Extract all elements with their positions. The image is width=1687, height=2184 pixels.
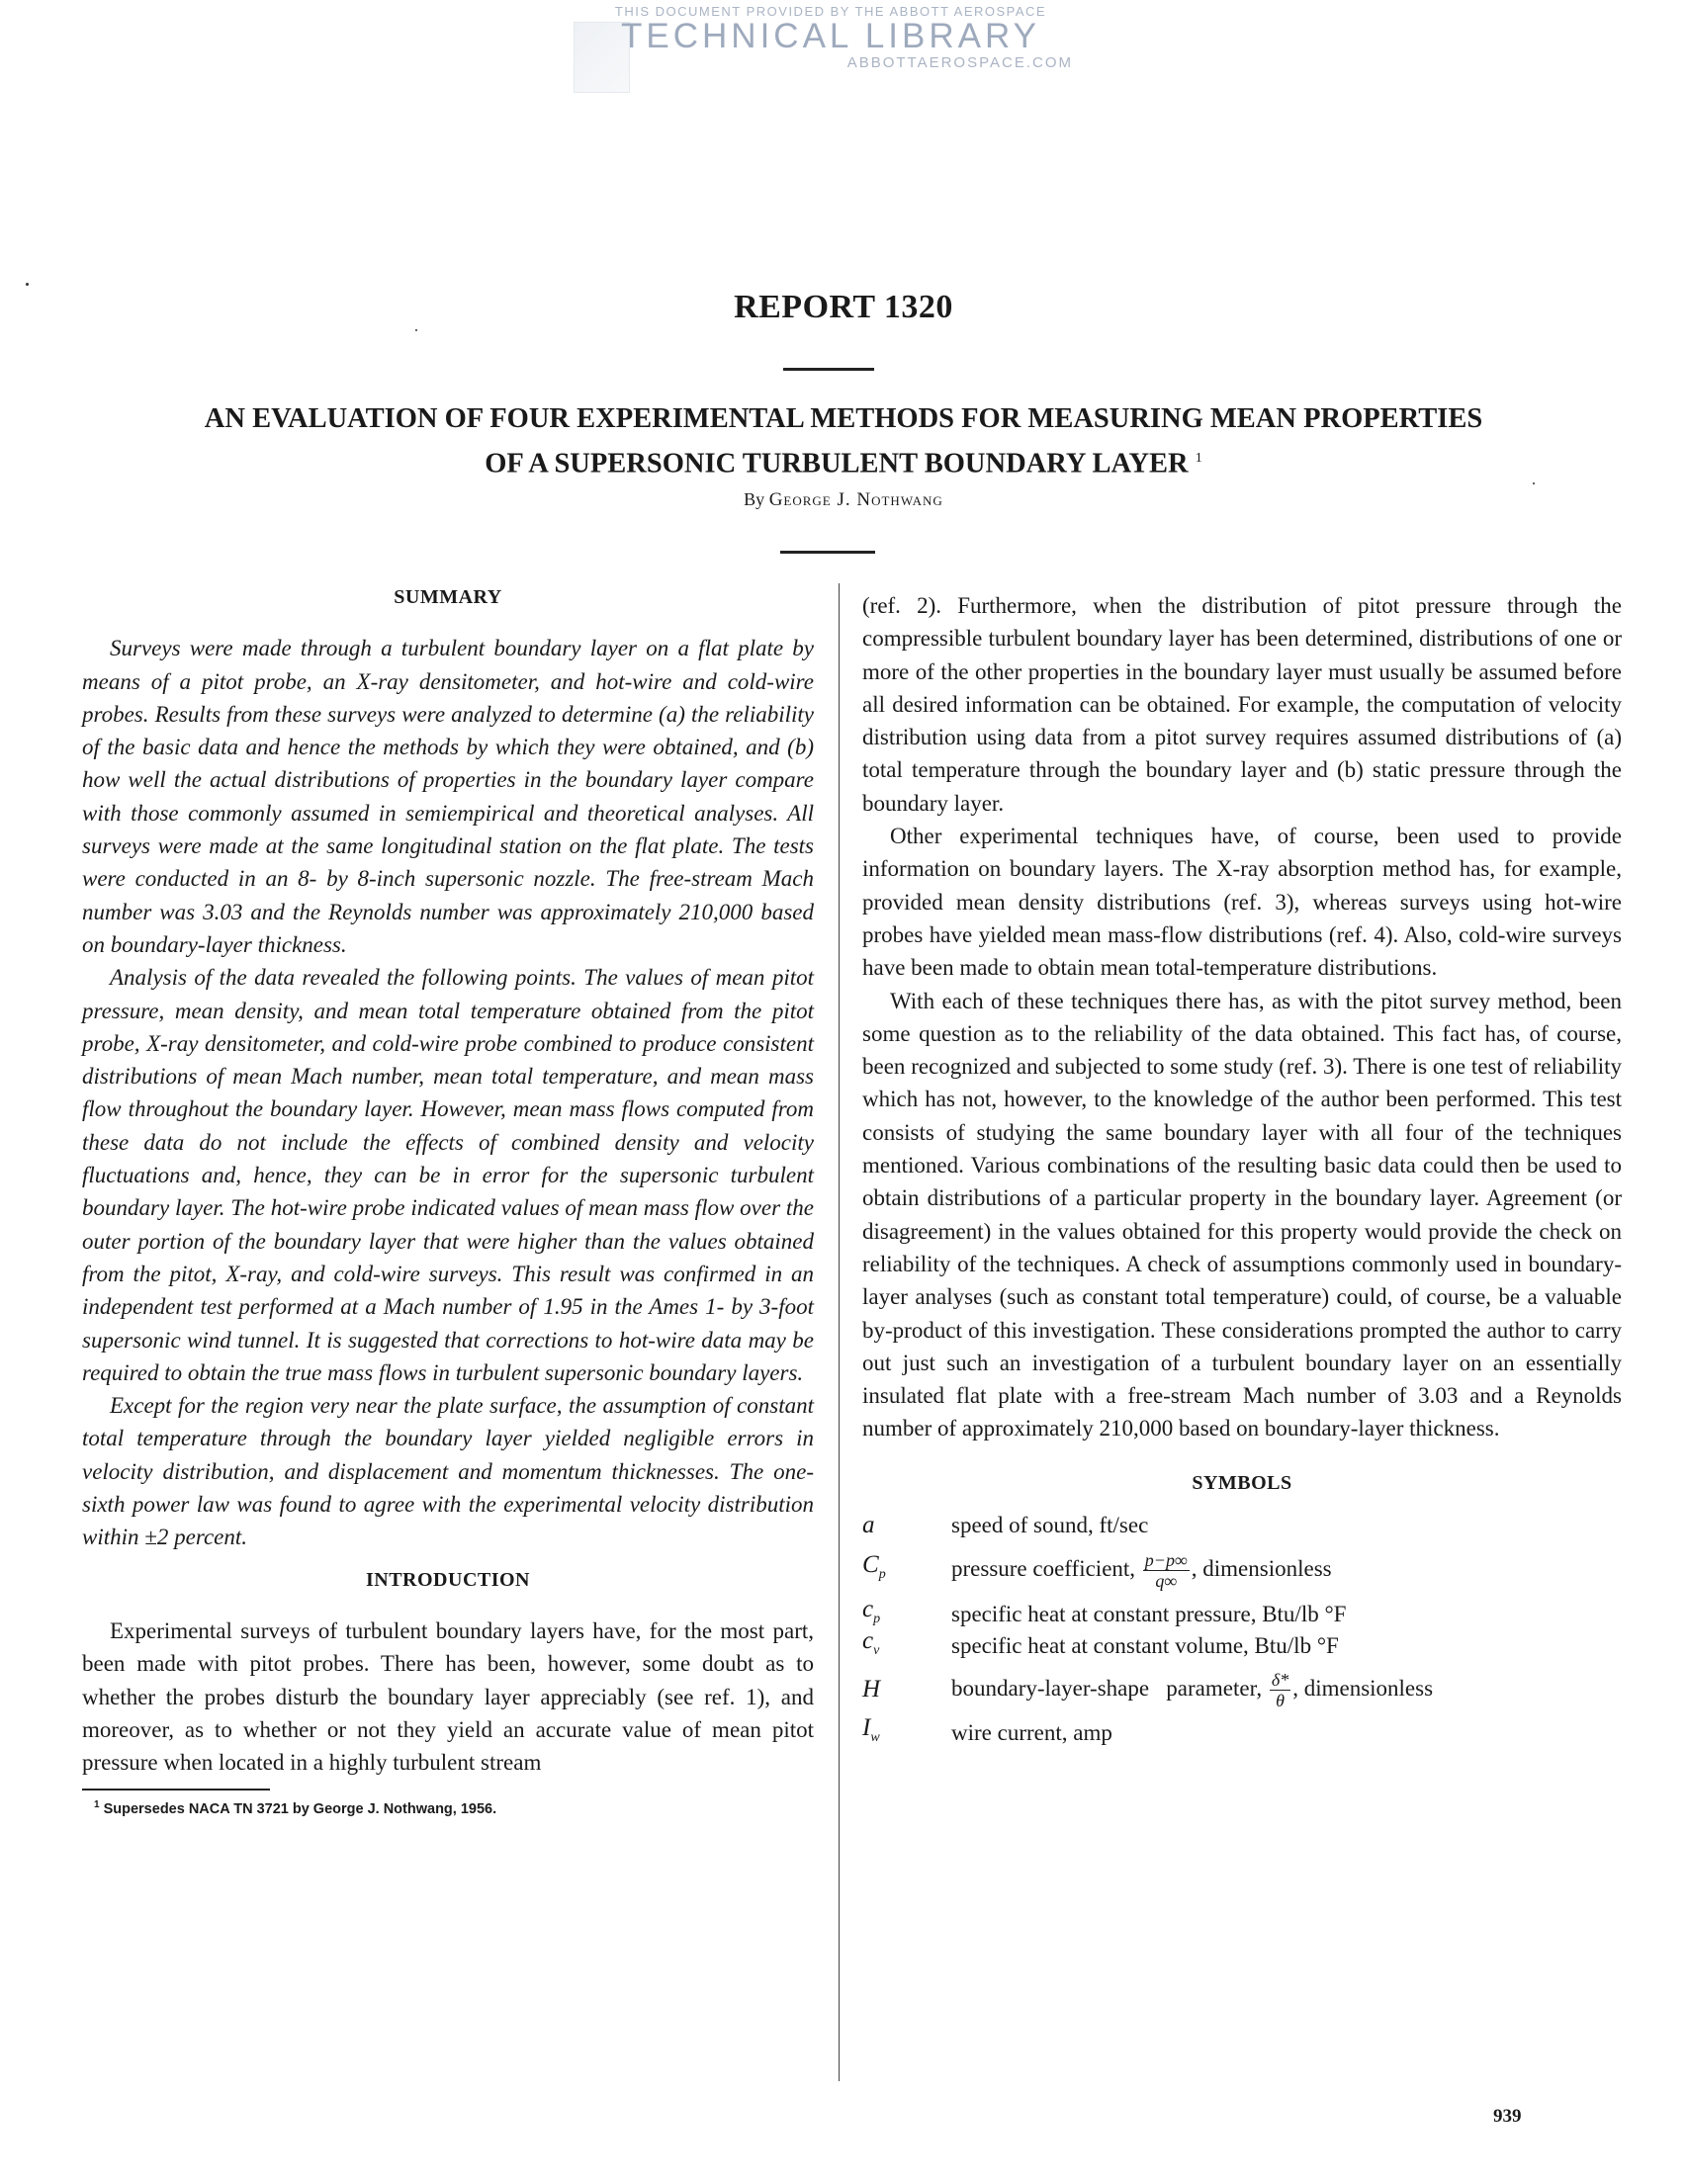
title-rule-top (783, 368, 874, 371)
symbols-list (862, 1510, 1622, 1749)
introduction-paragraph: With each of these techniques there has, as with the pitot survey method, been some question as to the reliability of the data obtained. This fact has, of course, been recognized and subjected to some study (ref. 3). There is one test of reliability which has not, however, to the knowledge of the author been performed. This test consists of studying the same boundary layer with all four of the techniques mentioned. Various combinations of the resulting basic data could then be used to obtain distributions of a particular property in the boundary layer. Agreement (or disagreement) in the values obtained for this property would provide the check on reliability of the techniques. A check of assumptions commonly used in boundary-layer analyses (such as constant total temperature) could, of course, be a valuable by-product of this investigation. These considerations prompted the author to carry out just such an investigation of a turbulent boundary layer on an essentially insulated flat plate with a free-stream Mach number of 3.03 and a Reynolds number of approximately 210,000 based on boundary-layer thickness. (862, 988, 1622, 1441)
page-number: 939 (1493, 2106, 1522, 2127)
fraction: $\frac{p-p\infty}{q\infty}$ (1144, 1549, 1188, 1591)
watermark-main: TECHNICAL LIBRARY (621, 17, 1040, 55)
title-footnote-marker: 1 (1195, 451, 1202, 466)
paper-title (40, 399, 1647, 484)
watermark (569, 4, 1093, 71)
summary-paragraph: Analysis of the data revealed the following points. The values of mean pitot pressure, mean density, and mean total temperature obtained from the pitot probe, X-ray densitometer, and cold-wire probe combined to produce consistent distributions of mean Mach number, mean total temperature, and mean mass flow throughout the boundary layer. However, mean mass flows computed from these data do not include the effects of combined density and velocity fluctuations and, hence, they can be in error for the supersonic turbulent boundary layer. The hot-wire probe indicated values of mean mass flow over the outer portion of the boundary layer that were higher than the values obtained from the pitot, X-ray, and cold-wire surveys. This result was confirmed in an independent test performed at a Mach number of 1.95 in the Ames 1- by 3-foot supersonic wind tunnel. It is suggested that corrections to hot-wire data may be required to obtain the true mass flows in turbulent supersonic boundary layers. (82, 965, 814, 1385)
summary-paragraph: Except for the region very near the plate surface, the assumption of constant total temperature through the boundary layer yielded negligible errors in velocity distribution, and displacement and momentum thicknesses. The one-sixth power law was found to agree with the experimental velocity distribution within ±2 percent. (82, 1393, 814, 1550)
title-line-2: OF A SUPERSONIC TURBULENT BOUNDARY LAYER $^1$ (485, 448, 1202, 480)
report-number: REPORT 1320 (734, 289, 953, 325)
symbol-row (862, 1714, 1622, 1749)
introduction-heading: INTRODUCTION (365, 1568, 531, 1591)
right-column (862, 589, 1622, 1749)
byline: By George J. Nothwang (744, 489, 943, 510)
symbol: H (862, 1676, 881, 1704)
fraction: $\frac{\delta*}{\theta}$ (1271, 1669, 1289, 1710)
symbol: $c_v$ (862, 1627, 880, 1659)
scan-speck (26, 283, 29, 286)
symbol: $I_w$ (862, 1714, 880, 1746)
footnote-rule (82, 1789, 270, 1791)
scan-speck (415, 329, 417, 331)
symbol-description: speed of sound, ft/sec (951, 1513, 1149, 1538)
watermark-url: ABBOTTAEROSPACE.COM (846, 54, 1073, 71)
title-line-1: AN EVALUATION OF FOUR EXPERIMENTAL METHODS FOR MEASURING MEAN PROPERTIES (204, 403, 1483, 434)
summary-paragraph: Surveys were made through a turbulent boundary layer on a flat plate by means of a pitot probe, an X-ray densitometer, and hot-wire and cold-wire probes. Results from these surveys were analyzed to determine (a) the reliability of the basic data and hence the methods by which they were obtained, and (b) how well the actual distributions of properties in the boundary layer compare with those commonly assumed in semiempirical and theoretical analyses. All surveys were made at the same longitudinal station on the flat plate. The tests were conducted in an 8- by 8-inch supersonic nozzle. The free-stream Mach number was 3.03 and the Reynolds number was approximately 210,000 based on boundary-layer thickness. (82, 636, 814, 957)
footnote: $^1$ Supersedes NACA TN 3721 by George J. Nothwang, 1956. (94, 1799, 497, 1818)
watermark-top-line: THIS DOCUMENT PROVIDED BY THE ABBOTT AEROSPACE (614, 4, 1047, 19)
symbols-heading: SYMBOLS (1192, 1471, 1292, 1494)
symbol-row (862, 1541, 1622, 1599)
symbol-row (862, 1510, 1622, 1541)
introduction-paragraph: Experimental surveys of turbulent boundary layers have, for the most part, been made with pitot probes. There has been, however, some doubt as to whether the probes disturb the boundary layer appreciably (see ref. 1), and moreover, as to whether or not they yield an accurate value of mean pitot pressure when located in a highly turbulent stream (82, 1617, 814, 1776)
title-rule-bottom (780, 551, 875, 554)
symbol-row (862, 1662, 1622, 1717)
symbol-row (862, 1627, 1622, 1662)
author: George J. Nothwang (768, 489, 943, 510)
symbol: $C_p$ (862, 1551, 886, 1583)
symbol-description: specific heat at constant pressure, Btu/lb °F (951, 1602, 1347, 1627)
symbol: a (862, 1512, 875, 1539)
column-divider (839, 583, 840, 2081)
symbol-description: specific heat at constant volume, Btu/lb °F (951, 1633, 1339, 1659)
symbol-description: boundary-layer-shape parameter, $\frac{\delta*}{\theta}$ , dimensionless (951, 1669, 1434, 1710)
introduction-paragraph-continued: (ref. 2). Furthermore, when the distribution of pitot pressure through the compressible turbulent boundary layer has been determined, distributions of one or more of the other properties in the boundary layer must usually be assumed before all desired information can be obtained. For example, the computation of velocity distribution using data from a pitot survey requires assumed distributions of (a) total temperature through the boundary layer and (b) static pressure through the boundary layer. (862, 593, 1622, 816)
symbol-description: pressure coefficient, $\frac{p-p\infty}{q\infty}$ , dimensionless (951, 1549, 1332, 1591)
summary-heading: SUMMARY (394, 586, 502, 608)
symbol-description: wire current, amp (951, 1720, 1112, 1746)
left-column (82, 581, 814, 1820)
symbol: $c_p$ (862, 1596, 881, 1627)
introduction-paragraph: Other experimental techniques have, of course, been used to provide information on boundary layers. The X-ray absorption method has, for example, provided mean density distributions (ref. 3), whereas surveys using hot-wire probes have yielded mean mass-flow distributions (ref. 4). Also, cold-wire surveys have been made to obtain mean total-temperature distributions. (862, 824, 1622, 981)
symbol-row (862, 1596, 1622, 1630)
